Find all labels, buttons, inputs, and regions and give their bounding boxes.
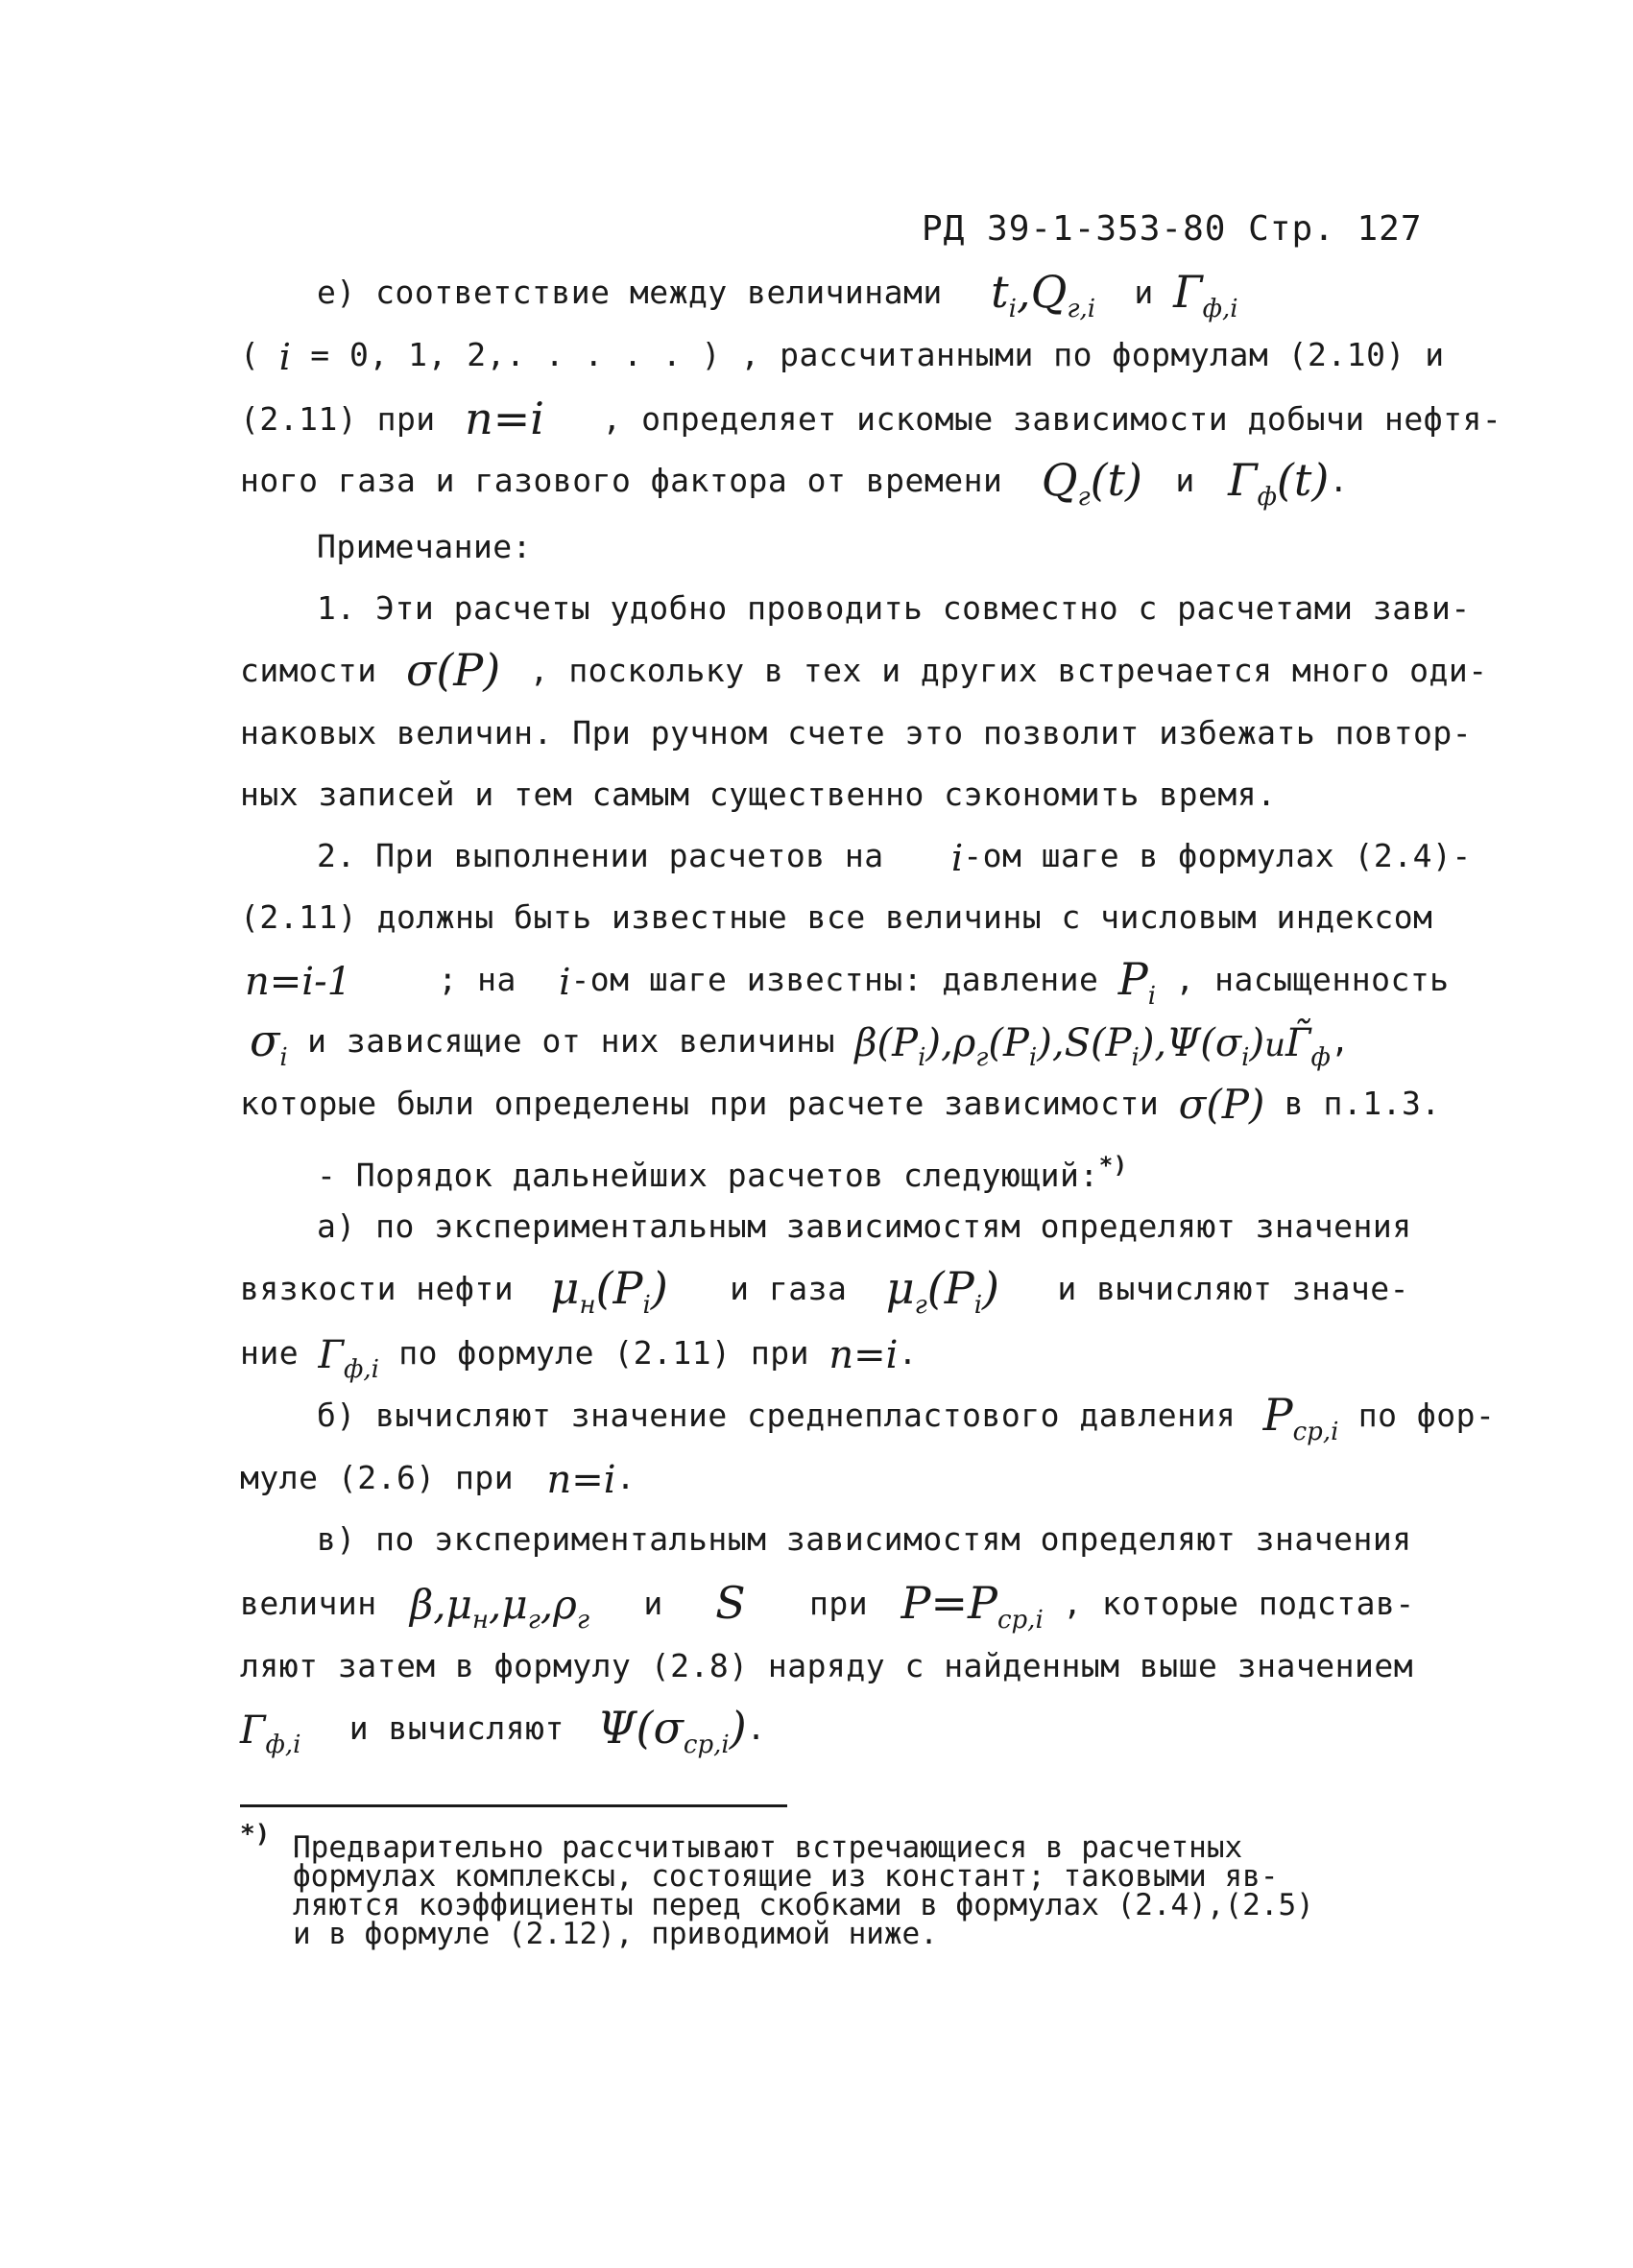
footnote-line-1: Предварительно рассчитывают встречающиеся в расчетных — [293, 1830, 1243, 1865]
text-line-22: величин $\beta,\mu_н,\mu_г,\rho_г$ и S при $P=P_{ср,i}$ , которые подстав- — [240, 1577, 1415, 1635]
text-line-15: - Порядок дальнейших расчетов следующий:*) — [317, 1152, 1128, 1194]
text-line-12: n=i-1 ; на i-ом шаге известны: давление $P_i$ , насыщенность — [245, 953, 1450, 1011]
footnote-line-3: ляются коэффициенты перед скобками в формулах (2.4),(2.5) — [293, 1888, 1314, 1922]
footnote-line-2: формулах комплексы, состоящие из констант; таковыми яв- — [293, 1859, 1279, 1894]
text-line-8: наковых величин. При ручном счете это позволит избежать повтор- — [240, 714, 1473, 752]
text-line-9: ных записей и тем самым существенно сэкономить время. — [240, 776, 1277, 813]
text-line-6: 1. Эти расчеты удобно проводить совместно с расчетами зави- — [317, 589, 1471, 627]
text-line-20: муле (2.6) при n=i. — [240, 1458, 636, 1502]
text-line-17: вязкости нефти $\mu_н(P_i)$ и газа $\mu_г(P_i)$ и вычисляют значе- — [240, 1262, 1409, 1320]
text-line-24: $Г_{ф,i}$ и вычисляют $\Psi(\sigma_{ср,i})$. — [240, 1702, 767, 1759]
text-line-16: а) по экспериментальным зависимостям определяют значения — [317, 1207, 1412, 1245]
text-line-2: ( i = 0, 1, 2,. . . . . ) , рассчитанными по формулам (2.10) и — [240, 336, 1445, 378]
text-line-1: е) соответствие между величинами $t_i,Q_{г,i}$ и $Г_{ф,i}$ — [317, 266, 1238, 323]
footnote-divider — [240, 1804, 787, 1807]
text-line-18: ние $Г_{ф,i}$ по формуле (2.11) при n=i. — [240, 1333, 918, 1384]
text-line-19: б) вычисляют значение среднепластового давления $P_{ср,i}$ по фор- — [317, 1389, 1496, 1446]
page-header — [922, 209, 1423, 249]
text-line-11: (2.11) должны быть известные все величины с числовым индексом — [240, 898, 1433, 936]
text-line-13: $\sigma_i$ и зависящие от них величины $\beta(P_i),\rho_г(P_i),S(P_i),\Psi(\sigma_i)иГ̃_ф$, — [250, 1015, 1351, 1072]
text-line-4: ного газа и газового фактора от времени $Q_г(t)$ и $Г_ф(t)$. — [240, 454, 1349, 512]
document-id: РД 39-1-353-80 — [922, 209, 1227, 249]
page-number: Стр. 127 — [1248, 209, 1423, 249]
text-line-21: в) по экспериментальным зависимостям определяют значения — [317, 1520, 1412, 1558]
text-line-23: ляют затем в формулу (2.8) наряду с найденным выше значением — [240, 1647, 1414, 1684]
text-line-3: (2.11) при n=i , определяет искомые зависимости добычи нефтя- — [240, 393, 1502, 444]
footnote-line-4: и в формуле (2.12), приводимой ниже. — [293, 1917, 938, 1951]
text-line-10: 2. При выполнении расчетов на i-ом шаге в формулах (2.4)- — [317, 837, 1472, 879]
text-line-7: симости σ(P) , поскольку в тех и других встречается много оди- — [240, 644, 1488, 696]
footnote-mark: *) — [240, 1820, 271, 1849]
note-heading: Примечание: — [317, 528, 533, 565]
text-line-14: которые были определены при расчете зависимости σ(P) в п.1.3. — [240, 1081, 1441, 1128]
footnote-reference: *) — [1098, 1152, 1128, 1179]
